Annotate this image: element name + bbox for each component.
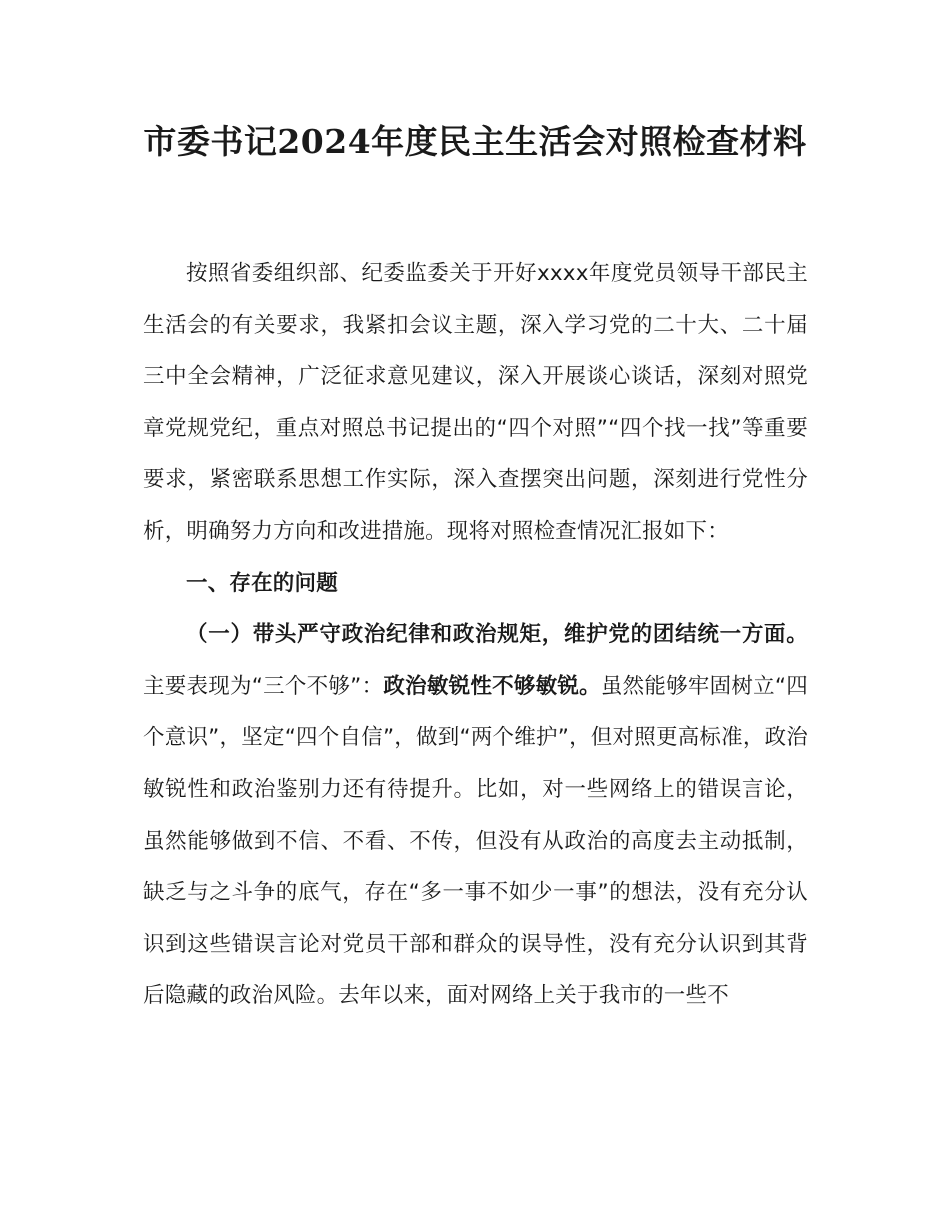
- subsection-text-intro: 主要表现为“三个不够”：: [143, 673, 384, 699]
- subsection-text-body: 虽然能够牢固树立“四个意识”，坚定“四个自信”，做到“两个维护”，但对照更高标准，政治敏锐性和政治鉴别力还有待提升。比如，对一些网络上的错误言论，虽然能够做到不信、不看、不传，但没有从政治的高度去主动抵制，缺乏与之斗争的底气，存在“多一事不如少一事”的想法，没有充分认识到这些错误言论对党员干部和群众的误导性，没有充分认识到其背后隐藏的政治风险。去年以来，面对网络上关于我市的一些不: [143, 673, 808, 1009]
- subsection-paragraph: [143, 609, 808, 1022]
- subsection-bold-point: 政治敏锐性不够敏锐。: [383, 673, 601, 699]
- intro-paragraph: 按照省委组织部、纪委监委关于开好xxxx年度党员领导干部民主生活会的有关要求，我紧扣会议主题，深入学习党的二十大、二十届三中全会精神，广泛征求意见建议，深入开展谈心谈话，深刻对照党章党规党纪，重点对照总书记提出的“四个对照”“四个找一找”等重要要求，紧密联系思想工作实际，深入查摆突出问题，深刻进行党性分析，明确努力方向和改进措施。现将对照检查情况汇报如下：: [143, 261, 808, 544]
- section-heading-problems: 一、存在的问题: [186, 570, 338, 596]
- document-title: 市委书记2024年度民主生活会对照检查材料: [143, 122, 807, 161]
- document-body: [143, 248, 808, 1022]
- subsection-heading: （一）带头严守政治纪律和政治规矩，维护党的团结统一方面。: [186, 622, 808, 648]
